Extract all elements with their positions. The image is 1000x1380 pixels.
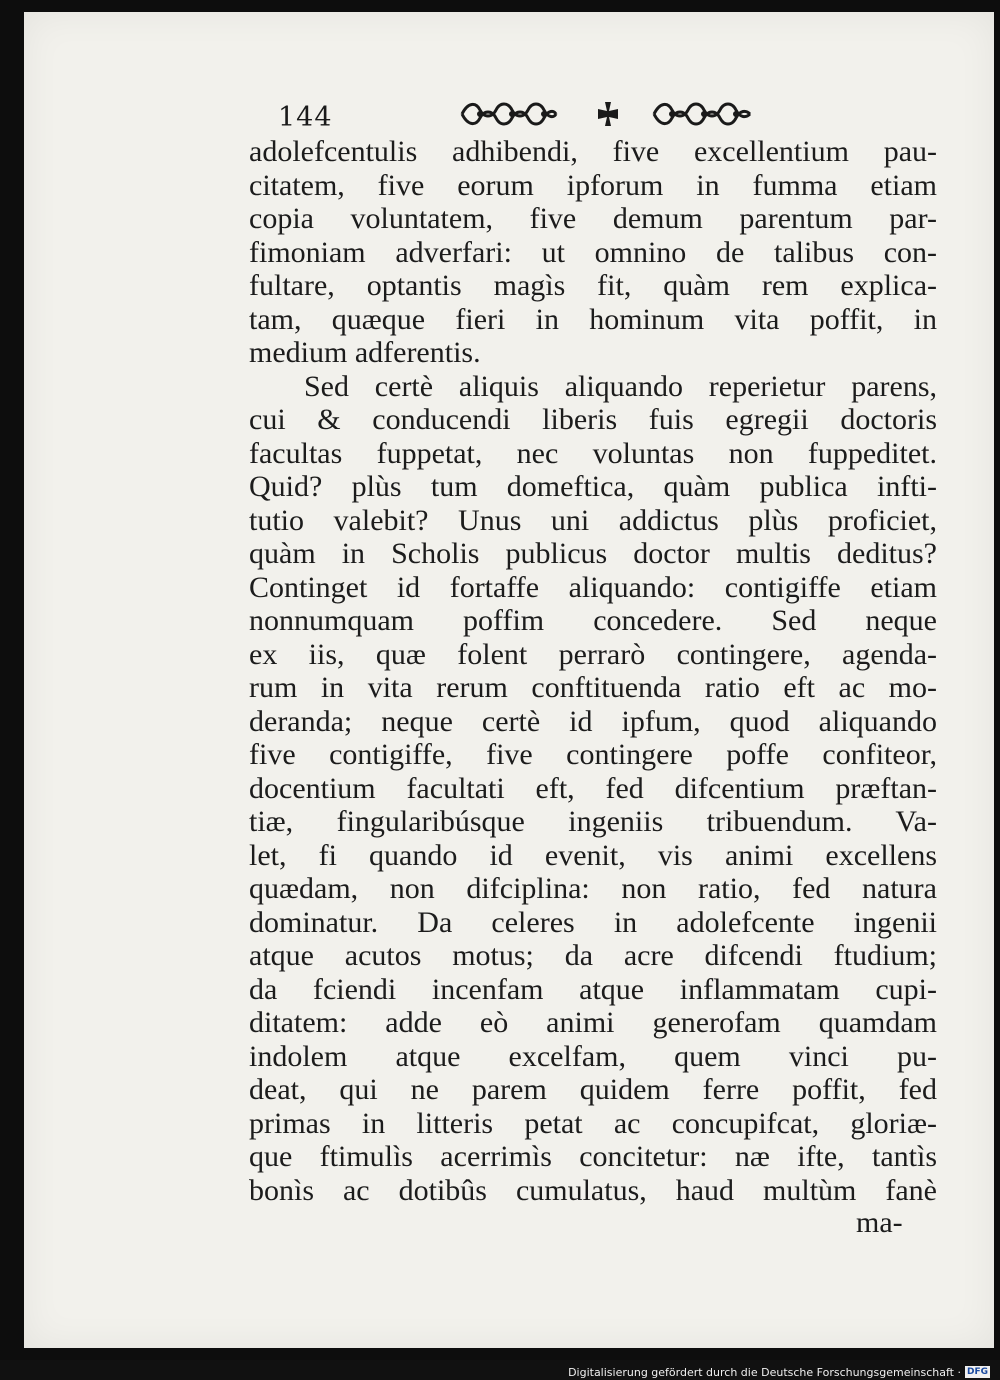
text-line: rum in vita rerum conftituenda ratio eft ac mo- [249, 671, 937, 704]
floral-band-icon [652, 98, 752, 130]
floral-band-icon [458, 98, 558, 130]
text-line: Sed certè aliquis aliquando reperietur parens, [304, 369, 937, 403]
text-line: tam, quæque fieri in hominum vita poffit, in [249, 302, 937, 336]
text-line: five contigiffe, five contingere poffe confiteor, [249, 738, 937, 771]
text-line: deranda; neque certè id ipfum, quod aliquando [249, 704, 937, 738]
text-line: medium adferentis. [249, 336, 481, 369]
text-line: da fciendi incenfam atque inflammatam cupi- [249, 972, 937, 1006]
body-text [249, 135, 937, 1207]
text-line: dominatur. Da celeres in adolefcente ingenii [249, 905, 937, 939]
text-line: docentium facultati eft, fed difcentium præftan- [249, 771, 937, 805]
credit-text: Digitalisierung gefördert durch die Deutsche Forschungsgemeinschaft · [568, 1365, 961, 1379]
text-line: copia voluntatem, five demum parentum par- [249, 202, 937, 235]
text-line: facultas fuppetat, nec voluntas non fuppeditet. [249, 436, 937, 470]
text-line: cui & conducendi liberis fuis egregii doctoris [249, 403, 937, 436]
text-line: nonnumquam poffim concedere. Sed neque [249, 604, 937, 637]
text-line: quædam, non difciplina: non ratio, fed natura [249, 872, 937, 905]
text-line: Continget id fortaffe aliquando: contigiffe etiam [249, 570, 937, 604]
text-line: fultare, optantis magìs fit, quàm rem explica- [249, 269, 937, 302]
text-line: adolefcentulis adhibendi, five excellentium pau- [249, 135, 937, 168]
text-line: bonìs ac dotibûs cumulatus, haud multùm fanè [249, 1173, 937, 1207]
text-line: atque acutos motus; da acre difcendi ftudium; [249, 939, 937, 972]
text-line: deat, qui ne parem quidem ferre poffit, fed [249, 1073, 937, 1106]
page-number: 144 [278, 102, 333, 133]
dfg-logo-icon: DFG [966, 1367, 988, 1377]
text-line: let, fi quando id evenit, vis animi excellens [249, 838, 937, 872]
text-line: primas in litteris petat ac concupifcat, gloriæ- [249, 1106, 937, 1140]
text-line: indolem atque excelfam, quem vinci pu- [249, 1039, 937, 1073]
text-line: quàm in Scholis publicus doctor multis deditus? [249, 537, 937, 570]
digitization-credit [568, 1364, 990, 1380]
text-line: tiæ, fingularibúsque ingeniis tribuendum. Va- [249, 805, 937, 838]
text-line: ex iis, quæ folent perrarò contingere, agenda- [249, 637, 937, 671]
text-line: que ftimulìs acerrimìs concitetur: næ ifte, tantìs [249, 1140, 937, 1173]
cross-pattee-icon [592, 98, 624, 130]
text-line: Quid? plùs tum domeftica, quàm publica infti- [249, 470, 937, 503]
text-line: tutio valebit? Unus uni addictus plùs proficiet, [249, 503, 937, 537]
page-header [252, 94, 912, 134]
catchword: ma- [856, 1206, 903, 1239]
text-line: ditatem: adde eò animi generofam quamdam [249, 1006, 937, 1039]
text-line: fimoniam adverfari: ut omnino de talibus con- [249, 235, 937, 269]
text-line: citatem, five eorum ipforum in fumma etiam [249, 168, 937, 202]
